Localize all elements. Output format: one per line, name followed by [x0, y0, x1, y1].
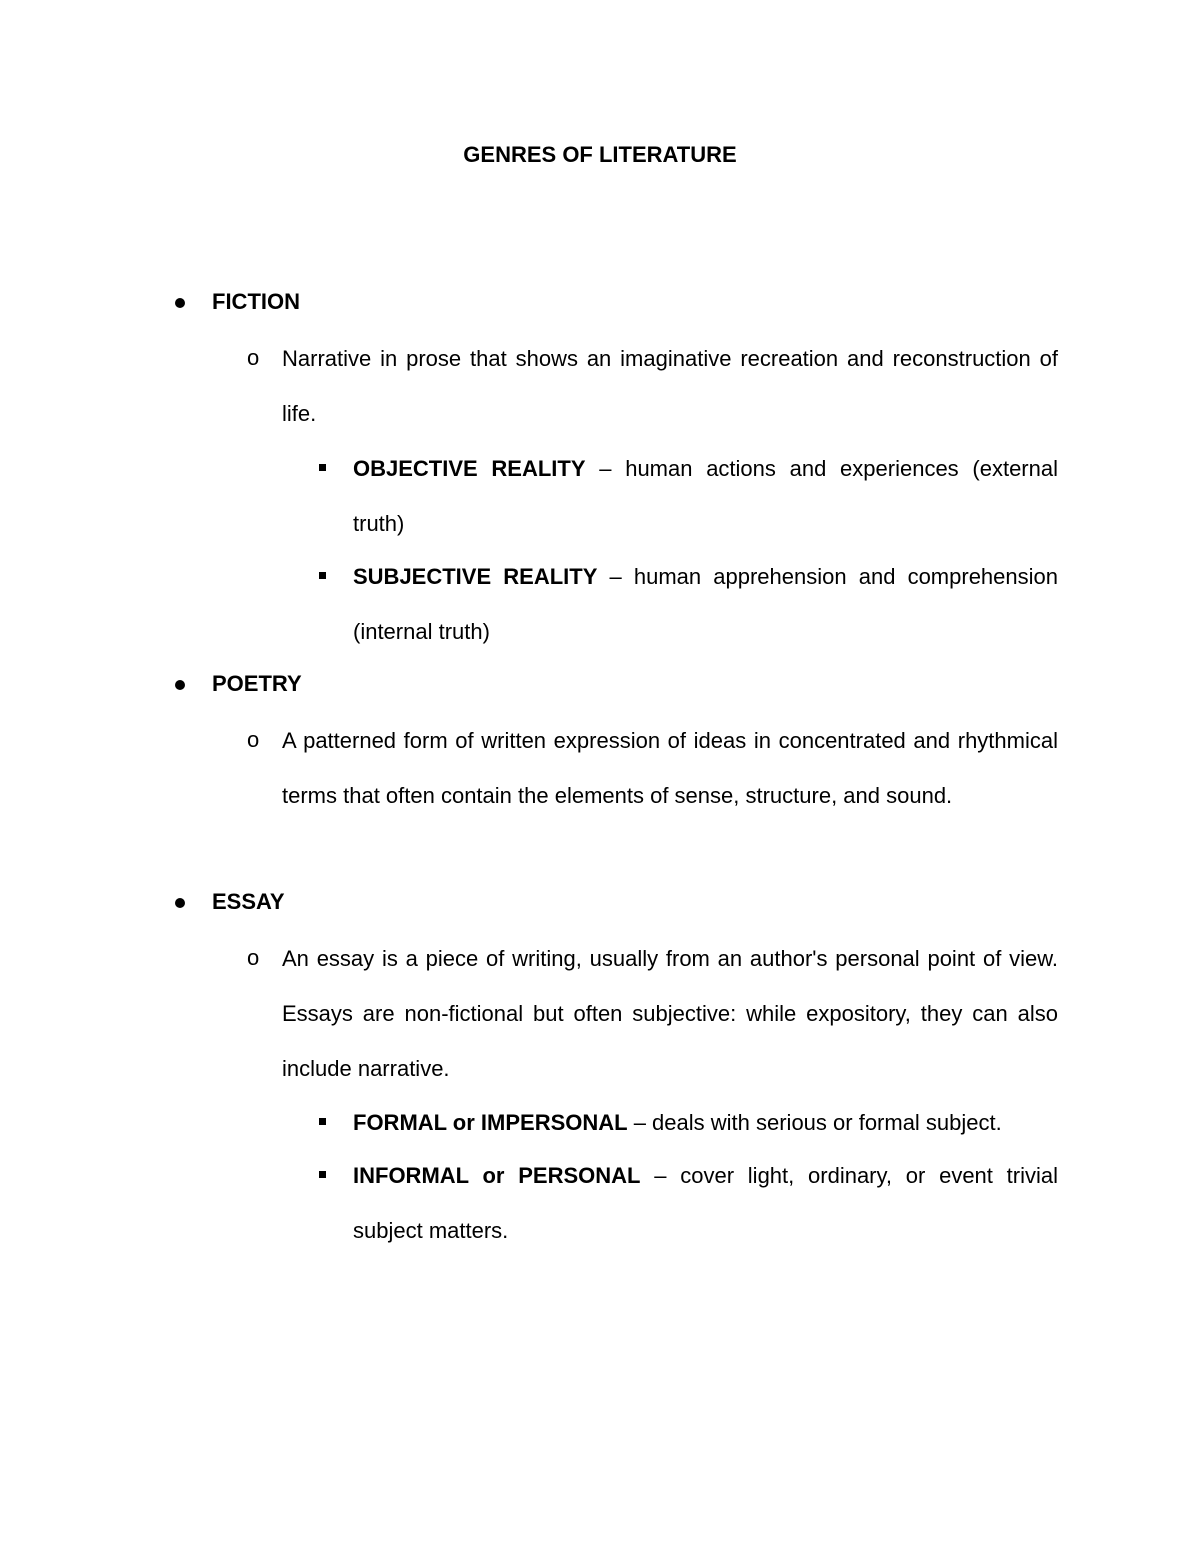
bullet-square-icon — [319, 572, 326, 579]
section-heading-poetry: POETRY — [212, 671, 302, 696]
fiction-subitem-subjective — [353, 549, 1058, 659]
fiction-description: Narrative in prose that shows an imaginative recreation and reconstruction of life. — [282, 346, 1058, 426]
subitem-text: – human actions and experiences (external truth) — [353, 456, 1058, 536]
bullet-square-icon — [319, 464, 326, 471]
bullet-circle-icon: o — [247, 727, 260, 752]
subitem-text: – cover light, ordinary, or event trivial subject matters. — [353, 1163, 1059, 1243]
essay-subitem-formal — [353, 1095, 1058, 1150]
document-title: GENRES OF LITERATURE — [463, 142, 737, 167]
bullet-disc-icon — [175, 898, 185, 908]
subitem-term: INFORMAL or PERSONAL — [353, 1163, 641, 1188]
subitem-text: – human apprehension and comprehension (internal truth) — [353, 564, 1058, 644]
subitem-term: OBJECTIVE REALITY — [353, 456, 586, 481]
poetry-description: A patterned form of written expression of ideas in concentrated and rhythmical terms that often contain the elements of sense, structure, and sound. — [282, 728, 1058, 808]
essay-subitem-informal — [353, 1148, 1058, 1258]
section-heading-fiction: FICTION — [212, 289, 300, 314]
bullet-disc-icon — [175, 298, 185, 308]
fiction-subitem-objective — [353, 441, 1058, 551]
subitem-term: SUBJECTIVE REALITY — [353, 564, 598, 589]
essay-description: An essay is a piece of writing, usually from an author's personal point of view. Essays are non-fictional but often subjective: while expository, they can also include narrative. — [282, 946, 1058, 1081]
bullet-circle-icon: o — [247, 945, 260, 970]
section-heading-essay: ESSAY — [212, 889, 285, 914]
subitem-term: FORMAL or IMPERSONAL — [353, 1110, 628, 1135]
subitem-text: – deals with serious or formal subject. — [627, 1110, 1002, 1135]
bullet-disc-icon — [175, 680, 185, 690]
bullet-square-icon — [319, 1118, 326, 1125]
bullet-circle-icon: o — [247, 345, 260, 370]
bullet-square-icon — [319, 1171, 326, 1178]
